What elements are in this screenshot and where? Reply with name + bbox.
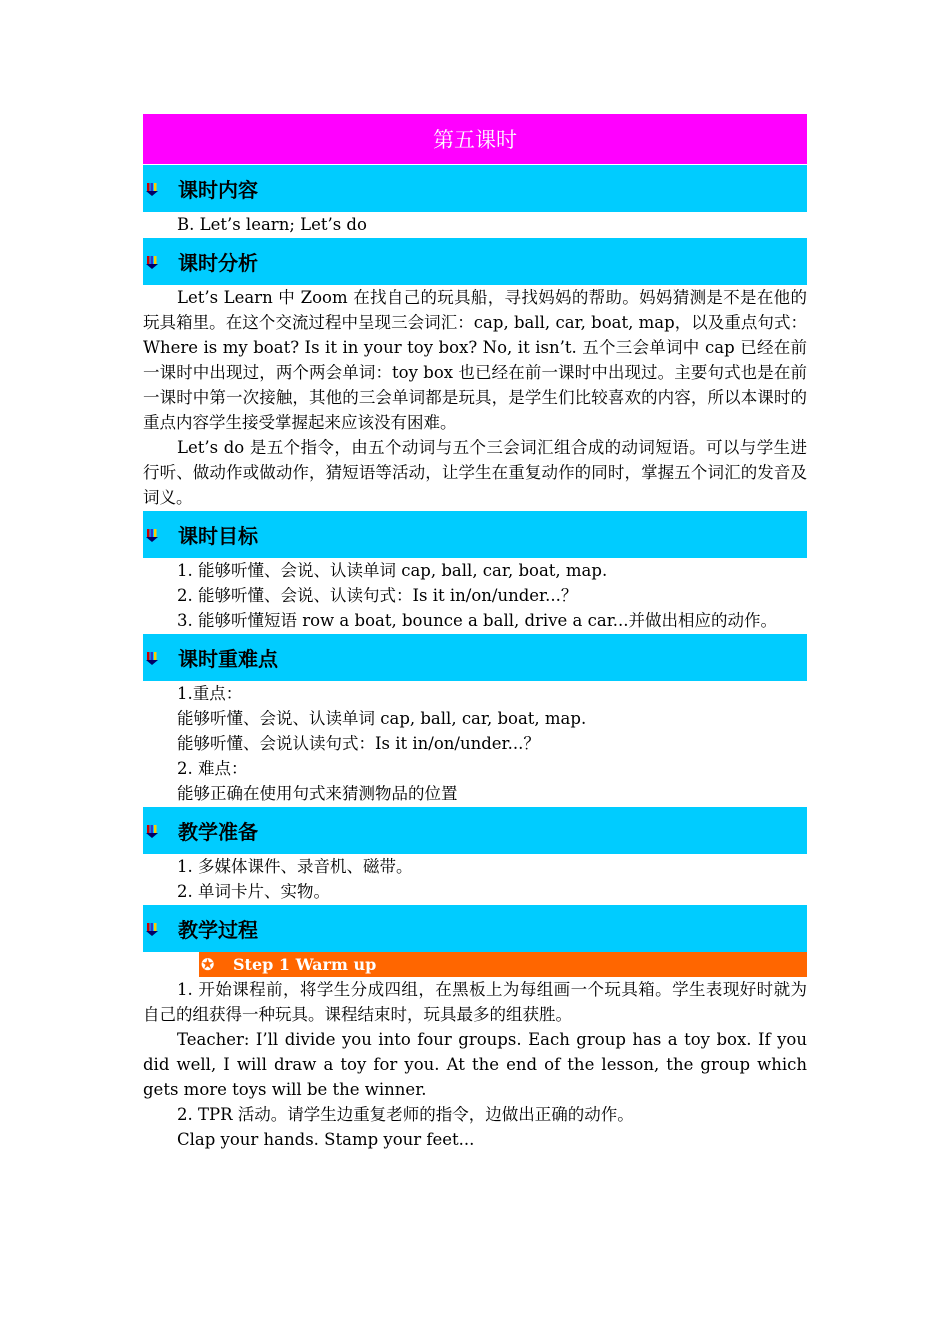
preparation-item: 2. 单词卡片、实物。 (177, 882, 330, 901)
section-heading-label: 教学准备 (178, 820, 258, 844)
lesson-title: 第五课时 (143, 114, 807, 164)
goal-item: 2. 能够听懂、会说、认读句式：Is it in/on/under...？ (177, 586, 578, 605)
section-body-process (143, 977, 807, 1152)
process-paragraph: 2. TPR 活动。请学生边重复老师的指令，边做出正确的动作。 (177, 1105, 634, 1124)
section-body-goals (143, 558, 807, 633)
section-heading-label: 课时分析 (178, 251, 258, 275)
section-heading-label: 课时重难点 (178, 647, 278, 671)
preparation-item: 1. 多媒体课件、录音机、磁带。 (177, 857, 413, 876)
section-heading-label: 课时内容 (178, 178, 258, 202)
section-heading-key-points (143, 633, 807, 681)
process-paragraph: 1. 开始课程前，将学生分成四组，在黑板上为每组画一个玩具箱。学生表现好时就为自己的组获得一种玩具。课程结束时，玩具最多的组获胜。 (143, 980, 807, 1024)
section-heading-label: 课时目标 (178, 524, 258, 548)
key-point-line: 1.重点： (177, 684, 243, 703)
section-heading-process (143, 904, 807, 952)
step-heading-label: Step 1 Warm up (233, 955, 377, 974)
section-body-preparation (143, 854, 807, 904)
document-page (143, 114, 807, 1152)
section-body-analysis (143, 285, 807, 510)
analysis-paragraph: Let’s Learn 中 Zoom 在找自己的玩具船，寻找妈妈的帮助。妈妈猜测是不是在他的玩具箱里。在这个交流过程中呈现三会词汇：cap, ball, car, boat, map，以及重点句式：Where is my boat? Is it in your toy box? No, it isn’t. 五个三会单词中 cap 已经在前一课时中出现过，两个两会单词：toy box 也已经在前一课时中出现过。主要句式也是在前一课时中第一次接触，其他的三会单词都是玩具，是学生们比较喜欢的内容，所以本课时的重点内容学生接受掌握起来应该没有困难。 (143, 288, 807, 432)
star-circle-icon: ✪ (201, 955, 215, 974)
key-point-line: 能够正确在使用句式来猜测物品的位置 (177, 784, 458, 803)
goal-item: 3. 能够听懂短语 row a boat, bounce a ball, drive a car...并做出相应的动作。 (177, 611, 778, 630)
key-point-line: 能够听懂、会说、认读单词 cap, ball, car, boat, map. (177, 709, 587, 728)
key-point-line: 2. 难点： (177, 759, 248, 778)
section-body-content (143, 212, 807, 237)
section-heading-label: 教学过程 (178, 918, 258, 942)
book-bullet-icon (146, 256, 158, 269)
section-heading-goals (143, 510, 807, 558)
section-body-key-points (143, 681, 807, 806)
goal-item: 1. 能够听懂、会说、认读单词 cap, ball, car, boat, map. (177, 561, 608, 580)
content-line: B. Let’s learn; Let’s do (177, 215, 367, 234)
process-paragraph: Teacher: I’ll divide you into four groups. Each group has a toy box. If you did well, I will draw a toy for you. At the end of the lesson, the group which gets more toys will be the winner. (143, 1030, 807, 1099)
book-bullet-icon (146, 529, 158, 542)
section-heading-preparation (143, 806, 807, 854)
book-bullet-icon (146, 923, 158, 936)
book-bullet-icon (146, 183, 158, 196)
book-bullet-icon (146, 652, 158, 665)
section-heading-content (143, 164, 807, 212)
analysis-paragraph: Let’s do 是五个指令，由五个动词与五个三会词汇组合成的动词短语。可以与学生进行听、做动作或做动作，猜短语等活动，让学生在重复动作的同时，掌握五个词汇的发音及词义。 (143, 438, 807, 507)
process-paragraph: Clap your hands. Stamp your feet... (177, 1130, 475, 1149)
step-heading (199, 952, 807, 977)
key-point-line: 能够听懂、会说认读句式：Is it in/on/under...？ (177, 734, 540, 753)
section-heading-analysis (143, 237, 807, 285)
book-bullet-icon (146, 825, 158, 838)
